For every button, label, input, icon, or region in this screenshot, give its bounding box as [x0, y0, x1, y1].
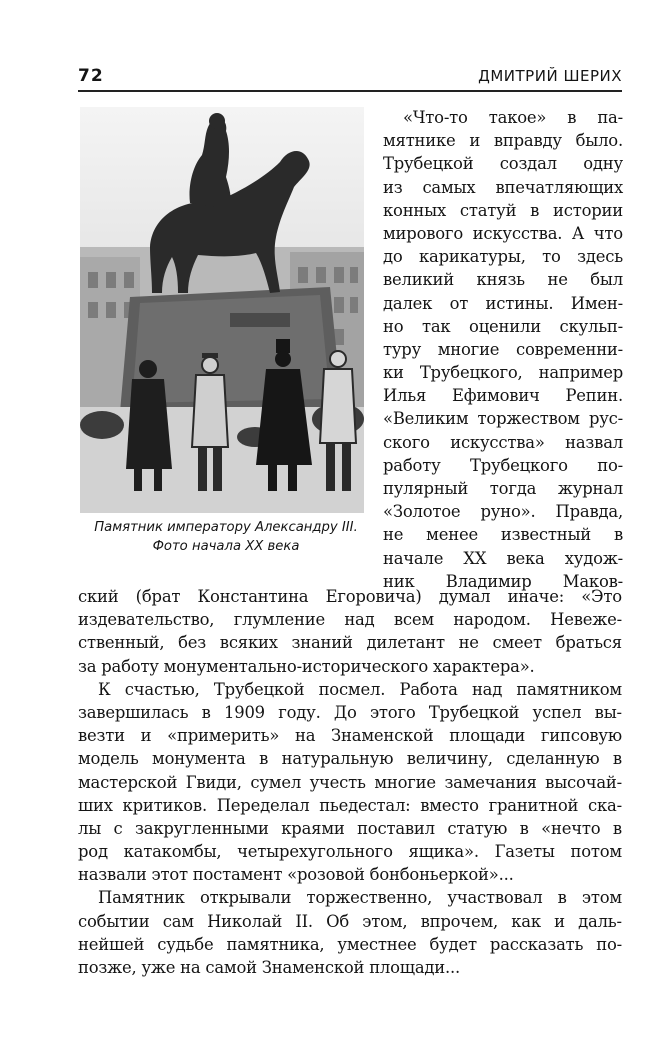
word: натуральную	[281, 749, 394, 769]
word: Ефимович	[451, 386, 540, 406]
word: бонбоньеркой»...	[369, 865, 514, 885]
word: ского	[383, 432, 430, 452]
word: искусства»	[450, 432, 545, 452]
word: глумление	[233, 610, 325, 630]
word: торжеством	[477, 409, 580, 429]
word: рассказать	[489, 934, 584, 954]
word: высочай-	[545, 772, 622, 792]
text-line	[383, 431, 623, 454]
word: этом,	[362, 911, 408, 931]
word: было.	[575, 131, 623, 151]
word: в	[201, 702, 211, 722]
word: сумел	[250, 772, 302, 792]
word: далек	[383, 293, 433, 313]
text-line	[383, 292, 623, 315]
word: величину,	[406, 749, 493, 769]
text-line	[78, 840, 622, 863]
word: ки	[383, 363, 404, 383]
word: в	[613, 525, 623, 545]
word: начале	[383, 548, 444, 568]
caption-line: Фото начала XX века	[152, 539, 300, 554]
text-line	[383, 384, 623, 407]
text-line	[383, 500, 623, 523]
word: «нечто	[541, 818, 601, 838]
word: А	[571, 223, 585, 243]
text-line	[78, 747, 622, 770]
word: поставил	[357, 818, 435, 838]
text-line	[383, 199, 623, 222]
word: 1909	[223, 702, 265, 722]
word: многие	[374, 772, 436, 792]
word: в	[612, 749, 622, 769]
word: в	[530, 200, 540, 220]
word: но	[383, 316, 404, 336]
word: здесь	[577, 247, 623, 267]
word: счастью,	[124, 679, 200, 699]
word: Газеты	[494, 842, 555, 862]
word: сам	[162, 911, 194, 931]
word: событии	[78, 911, 150, 931]
word: издевательство,	[78, 610, 215, 630]
word: по-	[597, 455, 623, 475]
word: Владимир	[445, 571, 532, 591]
page-number: 72	[78, 66, 104, 86]
text-line	[78, 794, 622, 817]
word: вместо	[420, 795, 479, 815]
word: создал	[499, 154, 557, 174]
word: самой	[205, 958, 257, 977]
word: Трубецкой	[428, 702, 520, 722]
word: ящика».	[408, 842, 479, 862]
text-line	[383, 176, 623, 199]
word: ших	[78, 795, 113, 815]
word: мирового	[383, 223, 463, 243]
word: «розовой	[287, 865, 365, 885]
word: искусства.	[472, 223, 563, 243]
word: то	[542, 247, 561, 267]
main-text-column	[78, 585, 622, 979]
figure	[78, 107, 376, 562]
word: четырехугольного	[237, 842, 393, 862]
text-line	[383, 152, 623, 175]
word: позже,	[78, 958, 137, 977]
word: думал	[438, 587, 491, 606]
word: скульп-	[559, 316, 623, 336]
word: мятнике	[383, 131, 456, 151]
word: ска-	[587, 795, 622, 815]
word: ник	[383, 571, 415, 591]
word: сделанную	[506, 749, 600, 769]
word: везти	[78, 726, 125, 746]
text-line	[383, 268, 623, 291]
word: был	[590, 270, 623, 290]
word: в	[567, 108, 577, 127]
word: назвал	[565, 432, 623, 452]
word: великий	[383, 270, 454, 290]
word: всяких	[219, 633, 278, 653]
word: род	[78, 842, 108, 862]
word: закругленными	[135, 818, 269, 838]
word: торжественно,	[306, 888, 433, 908]
text-line	[383, 245, 623, 268]
word: пулярный	[383, 479, 469, 498]
word: века	[506, 548, 545, 568]
text-line	[78, 910, 622, 933]
word: назвали	[78, 865, 147, 885]
word: «Золотое	[383, 502, 461, 522]
word: Константина	[197, 587, 309, 606]
word: иначе:	[507, 587, 565, 606]
word: по-	[596, 934, 622, 954]
text-line	[383, 454, 623, 477]
text-line	[383, 477, 623, 500]
text-line	[78, 886, 622, 909]
word: К	[98, 679, 111, 699]
word: этот	[151, 865, 188, 885]
word: руно».	[480, 502, 536, 522]
word: характера».	[432, 656, 535, 676]
word: и	[469, 131, 481, 151]
word: Трубецкой	[383, 154, 474, 174]
word: статуй	[459, 200, 517, 220]
text-line	[383, 523, 623, 546]
text-line	[78, 655, 622, 678]
word: в	[557, 888, 567, 908]
word: истины.	[485, 293, 554, 313]
word: Работа	[399, 679, 458, 699]
word: в	[519, 818, 529, 838]
text-line	[383, 361, 623, 384]
word: Невеже-	[550, 610, 622, 630]
word: Правда,	[555, 502, 623, 522]
text-line	[78, 585, 622, 608]
word: ский	[78, 587, 119, 606]
page-header	[78, 66, 622, 90]
word: дилетант	[366, 633, 445, 653]
word: на	[180, 958, 201, 977]
word: всем	[393, 610, 434, 630]
word: «Это	[581, 587, 622, 606]
word: даль-	[578, 911, 622, 931]
word: как	[511, 911, 541, 931]
word: «Великим	[383, 409, 469, 429]
word: такое»	[488, 108, 547, 127]
word: году.	[278, 702, 321, 722]
word: Репин.	[565, 386, 623, 406]
word: Имен-	[570, 293, 623, 313]
word: худож-	[564, 548, 623, 568]
word: (брат	[135, 587, 181, 606]
word: без	[178, 633, 207, 653]
word: уже	[141, 958, 176, 977]
word: не	[458, 633, 479, 653]
monument-photo	[80, 107, 364, 513]
word: этом	[581, 888, 622, 908]
word: успел	[532, 702, 582, 722]
word: не	[547, 270, 568, 290]
word: за	[78, 656, 97, 676]
word: не	[383, 525, 404, 545]
word: завершилась	[78, 702, 189, 722]
word: вправду	[493, 131, 562, 151]
word: будет	[429, 934, 477, 954]
word: модель	[78, 749, 139, 769]
word: Илья	[383, 386, 427, 406]
word: Гвиди,	[185, 772, 242, 792]
word: ственный,	[78, 633, 165, 653]
word: статую	[447, 818, 508, 838]
word: работу	[101, 656, 159, 676]
word: II.	[295, 911, 313, 931]
word: Знаменской	[261, 958, 365, 977]
word: Об	[326, 911, 350, 931]
word: участвовал	[447, 888, 543, 908]
text-line	[383, 222, 623, 245]
word: Памятник	[98, 888, 185, 908]
word: Трубецкой	[213, 679, 305, 699]
word: Переделал	[216, 795, 310, 815]
word: памятника,	[226, 934, 325, 954]
word: в	[259, 749, 269, 769]
text-line	[78, 933, 622, 956]
word: посмел.	[318, 679, 386, 699]
word: что	[593, 223, 623, 243]
word: судьбе	[157, 934, 214, 954]
word: конных	[383, 200, 447, 220]
word: вы-	[594, 702, 622, 722]
word: монументально-исторического	[163, 656, 429, 676]
text-line	[78, 771, 622, 794]
word: пьедестал:	[319, 795, 411, 815]
word: краями	[281, 818, 345, 838]
word: и	[554, 911, 565, 931]
word: с	[113, 818, 123, 838]
text-line	[78, 817, 622, 840]
caption-line: Памятник императору Александру III.	[94, 520, 358, 535]
word: до	[383, 247, 403, 267]
word: катакомбы,	[123, 842, 222, 862]
word: площади...	[369, 958, 461, 977]
header-rule	[78, 90, 622, 92]
word: истории	[553, 200, 623, 220]
text-line	[78, 863, 622, 886]
text-line	[78, 701, 622, 724]
word: потом	[570, 842, 622, 862]
word: замечания	[444, 772, 537, 792]
word: критиков.	[122, 795, 207, 815]
word: туру	[383, 339, 422, 359]
word: гранитной	[488, 795, 579, 815]
word: площади	[449, 726, 526, 746]
word: «примерить»	[167, 726, 280, 746]
word: впрочем,	[420, 911, 499, 931]
word: постамент	[192, 865, 283, 885]
text-line	[78, 631, 622, 654]
word: народом.	[453, 610, 531, 630]
word: этого	[369, 702, 416, 722]
word: и	[140, 726, 152, 746]
side-text-column	[383, 106, 623, 593]
word: над	[471, 679, 503, 699]
text-line	[383, 547, 623, 570]
word: «Что-то	[403, 108, 468, 127]
word: открывали	[199, 888, 292, 908]
word: тогда	[489, 479, 537, 498]
text-line	[383, 407, 623, 430]
figure-caption	[78, 518, 374, 556]
text-line	[383, 315, 623, 338]
word: памятником	[516, 679, 622, 699]
word: многие	[437, 339, 500, 359]
text-line	[78, 724, 622, 747]
word: менее	[426, 525, 478, 545]
word: оценили	[469, 316, 541, 336]
word: работу	[383, 455, 441, 475]
word: па-	[597, 108, 623, 127]
word: известный	[500, 525, 592, 545]
word: Николай	[207, 911, 283, 931]
word: До	[333, 702, 357, 722]
word: гипсовую	[540, 726, 622, 746]
text-line	[78, 678, 622, 701]
word: самых	[422, 177, 476, 197]
word: на	[294, 726, 316, 746]
word: учесть	[309, 772, 366, 792]
text-line	[78, 608, 622, 631]
word: так	[421, 316, 451, 336]
word: Трубецкого,	[419, 363, 523, 383]
word: XX	[463, 548, 487, 568]
text-line	[78, 956, 622, 979]
word: Маков-	[562, 571, 623, 591]
text-line	[383, 106, 623, 129]
word: браться	[555, 633, 622, 653]
word: например	[538, 363, 623, 383]
word: князь	[476, 270, 525, 290]
word: Знаменской	[331, 726, 434, 746]
word: смеет	[492, 633, 542, 653]
word: мастерской	[78, 772, 178, 792]
running-head: ДМИТРИЙ ШЕРИХ	[478, 67, 622, 85]
word: нейшей	[78, 934, 145, 954]
word: в	[612, 818, 622, 838]
word: уместнее	[337, 934, 417, 954]
word: монумента	[152, 749, 246, 769]
word: рус-	[588, 409, 623, 429]
word: одну	[583, 154, 623, 174]
word: впечатляющих	[495, 177, 623, 197]
word: журнал	[557, 479, 623, 498]
word: лы	[78, 818, 102, 838]
word: от	[449, 293, 469, 313]
text-line	[383, 129, 623, 152]
word: современни-	[515, 339, 623, 359]
word: из	[383, 177, 403, 197]
text-line	[383, 338, 623, 361]
word: Егоровича)	[325, 587, 422, 606]
word: карикатуры,	[419, 247, 526, 267]
word: знаний	[291, 633, 353, 653]
word: над	[344, 610, 375, 630]
word: Трубецкого	[470, 455, 568, 475]
